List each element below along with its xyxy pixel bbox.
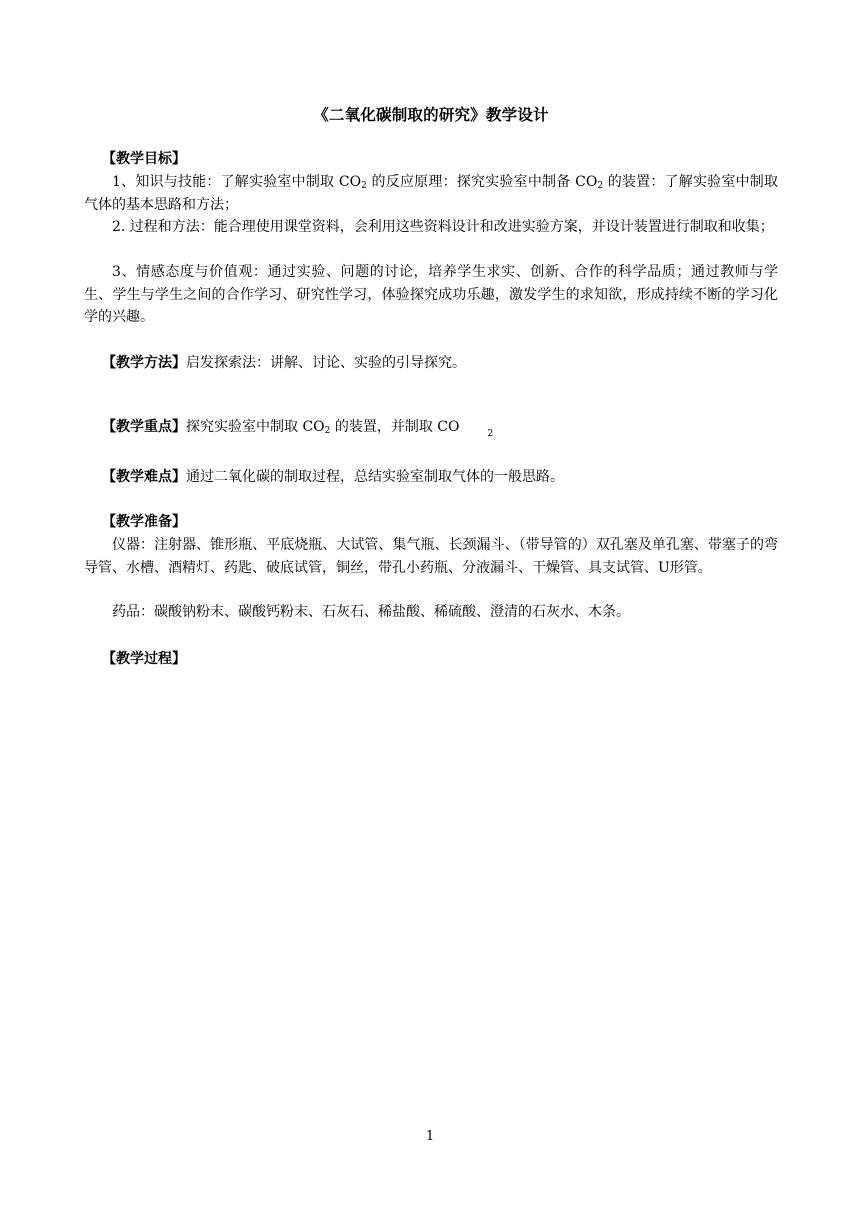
page-number: 1 — [425, 1129, 435, 1144]
key-points-heading: 【教学重点】 — [102, 419, 186, 435]
key-points-text-a: 探究实验室中制取 CO — [186, 419, 325, 435]
difficulty-heading: 【教学难点】 — [102, 469, 186, 485]
method-line — [102, 352, 466, 374]
objective-1-subscript-b: 2 — [597, 181, 604, 191]
method-text: 启发探索法：讲解、讨论、实验的引导探究。 — [186, 355, 466, 371]
objective-item-2: 2. 过程和方法：能合理使用课堂资料，会利用这些资料设计和改进实验方案，并设计装置进行制取和收集； — [112, 219, 774, 235]
preparation-heading: 【教学准备】 — [102, 514, 186, 530]
key-points-text-b: 的装置，并制取 CO — [330, 419, 460, 435]
difficulty-line — [102, 466, 564, 488]
preparation-instruments: 仪器：注射器、锥形瓶、平底烧瓶、大试管、集气瓶、长颈漏斗、（带导管的）双孔塞及单孔塞、带塞子的弯导管、水槽、酒精灯、药匙、破底试管，铜丝，带孔小药瓶、分液漏斗、干燥管、具支试管、U形管。 — [84, 537, 778, 576]
objective-item-1 — [84, 171, 778, 216]
process-heading: 【教学过程】 — [102, 651, 186, 667]
method-heading: 【教学方法】 — [102, 355, 186, 371]
key-points-line — [102, 416, 493, 445]
difficulty-text: 通过二氧化碳的制取过程，总结实验室制取气体的一般思路。 — [186, 469, 564, 485]
key-points-subscript-b: 2 — [487, 429, 494, 439]
objective-item-3: 3、情感态度与价值观：通过实验、问题的讨论，培养学生求实、创新、合作的科学品质；通过教师与学生、学生与学生之间的合作学习、研究性学习，体验探究成功乐趣，激发学生的求知欲，形成持续不断的学习化学的兴趣。 — [84, 264, 778, 325]
document-title: 《二氧化碳制取的研究》教学设计 — [313, 105, 549, 124]
objective-1-text-c: 的装置：了解实验室中制取气体的基本思路和方法； — [84, 174, 779, 213]
objective-1-subscript-a: 2 — [361, 181, 367, 191]
objectives-heading: 【教学目标】 — [102, 151, 186, 167]
objective-1-text-a: 1、知识与技能：了解实验室中制取 CO — [112, 174, 362, 190]
objective-1-text-b: 的反应原理：探究实验室中制备 CO — [366, 174, 598, 190]
preparation-reagents: 药品：碳酸钠粉末、碳酸钙粉末、石灰石、稀盐酸、稀硫酸、澄清的石灰水、木条。 — [112, 604, 630, 620]
key-points-subscript-a: 2 — [324, 426, 331, 436]
